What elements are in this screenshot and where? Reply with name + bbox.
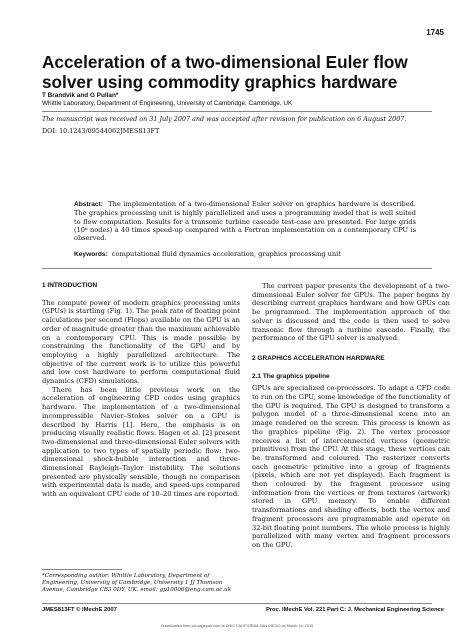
keywords-label: Keywords: — [74, 251, 108, 258]
divider — [42, 111, 432, 112]
footer-rule — [42, 603, 432, 604]
section-heading-introduction: 1 INTRODUCTION — [42, 282, 98, 289]
subsection-heading-pipeline: 2.1 The graphics pipeline — [252, 372, 330, 380]
footer-left: JMES813FT © IMechE 2007 — [42, 607, 117, 613]
paragraph: The current paper presents the development of a two-dimensional Euler solver for GPUs. The paper begins by describing current graphics hardware and how GPUs can be programmed. The implementation approach of the solver is discussed and the code is then used to solve transonic flow through a turbine cascade. Finally, the performance of the GPU solver is analysed. — [252, 282, 450, 343]
page-number: 1745 — [426, 28, 444, 37]
authors: T Brandvik and G Pullan* — [42, 92, 119, 99]
download-note: Downloaded from pic.sagepub.com at UNIV CALIFORNIA SAN DIEGO on March 14, 2015 — [160, 624, 314, 628]
paragraph: There has been little previous work on the acceleration of engineering CFD codes using graphics hardware. The implementation of a two-dimensional incompressible Navier–Stokes solver on a GPU is described by Harris [1]. Here, the emphasis is on producing visually realistic flows. Hagen et al. [2] present two-dimensional and three-dimensional Euler solvers with application to two types of spatially periodic flow: two-dimensional shock-bubble interaction and three-dimensional Rayleigh–Taylor instability. The solutions presented are physically sensible, though no comparison with experimental data is made, and speed-ups compared with an equivalent CPU code of 10–20 times are reported. — [42, 385, 240, 499]
footnote: *Corresponding author: Whittle Laboratory, Department of Engineering, University of Cambridge, University 1 JJ Thomson Avenue, Cambridge CB3 0DY, UK. email: gp10006@eng.cam.ac.uk — [42, 573, 232, 593]
paragraph: GPUs are specialized co-processors. To adapt a CFD code to run on the GPU, some knowledge of the functionality of the GPU is required. The GPU is designed to transform a polygon model of a three-dimensional scene into an image rendered on the screen. This process is known as the graphics pipeline (Fig. 2). The vertex processor receives a list of interconnected vertices (geometric primitives) from the CPU. At this stage, these vertices can be transformed and coloured. The rasterizer converts each geometric primitive into a group of fragments (pixels, which are not yet displayed). Each fragment is then coloured by the fragment processor using information from the vertices or from textures (artwork) stored in GPU memory. To enable different transformations and shading effects, both the vertex and fragment processors are programmable and operate on 32-bit floating point numbers. The whole process is highly parallelized with many vertex and fragment processors on the GPU. — [252, 384, 450, 549]
right-column — [252, 282, 450, 550]
left-column — [42, 282, 240, 499]
doi: DOI: 10.1243/09544062JMES813FT — [42, 127, 160, 135]
abstract-text: The implementation of a two-dimensional Euler solver on graphics hardware is described. The graphics processing unit is highly parallelized and uses a programming model that is well suited to flow computation. Results for a transonic turbine cascade test-case are presented. For large grids (10⁶ nodes) a 40 times speed-up compared with a Fortran implementation on a contemporary CPU is observed. — [74, 200, 416, 243]
keywords — [74, 250, 416, 258]
affiliation: Whittle Laboratory, Department of Engineering, University of Cambridge, Cambridge, UK — [42, 100, 293, 107]
paragraph: The compute power of modern graphics processing units (GPUs) is startling (Fig. 1). The peak rate of floating point calculations per second (Flops) available on the GPU is an order of magnitude greater than the maximum achievable on a contemporary CPU. This is made possible by constraining the functionality of the GPU and by employing a highly parallelized architecture. The objective of the current work is to utilize this powerful and low cost hardware to perform computational fluid dynamics (CFD) simulations. — [42, 298, 240, 386]
divider — [42, 268, 432, 269]
footnote-rule — [42, 569, 122, 570]
footer-right: Proc. IMechE Vol. 221 Part C: J. Mechanical Engineering Science — [265, 607, 444, 613]
paper-title: Acceleration of a two-dimensional Euler flow solver using commodity graphics hardware — [42, 52, 408, 92]
received-note: The manuscript was received on 31 July 2007 and was accepted after revision for publication on 6 August 2007. — [42, 115, 407, 123]
abstract — [74, 200, 416, 242]
abstract-label: Abstract: — [74, 201, 103, 208]
keywords-text: computational fluid dynamics acceleration, graphics processing unit — [111, 250, 341, 258]
section-heading-graphics: 2 GRAPHICS ACCELERATION HARDWARE — [252, 354, 385, 362]
